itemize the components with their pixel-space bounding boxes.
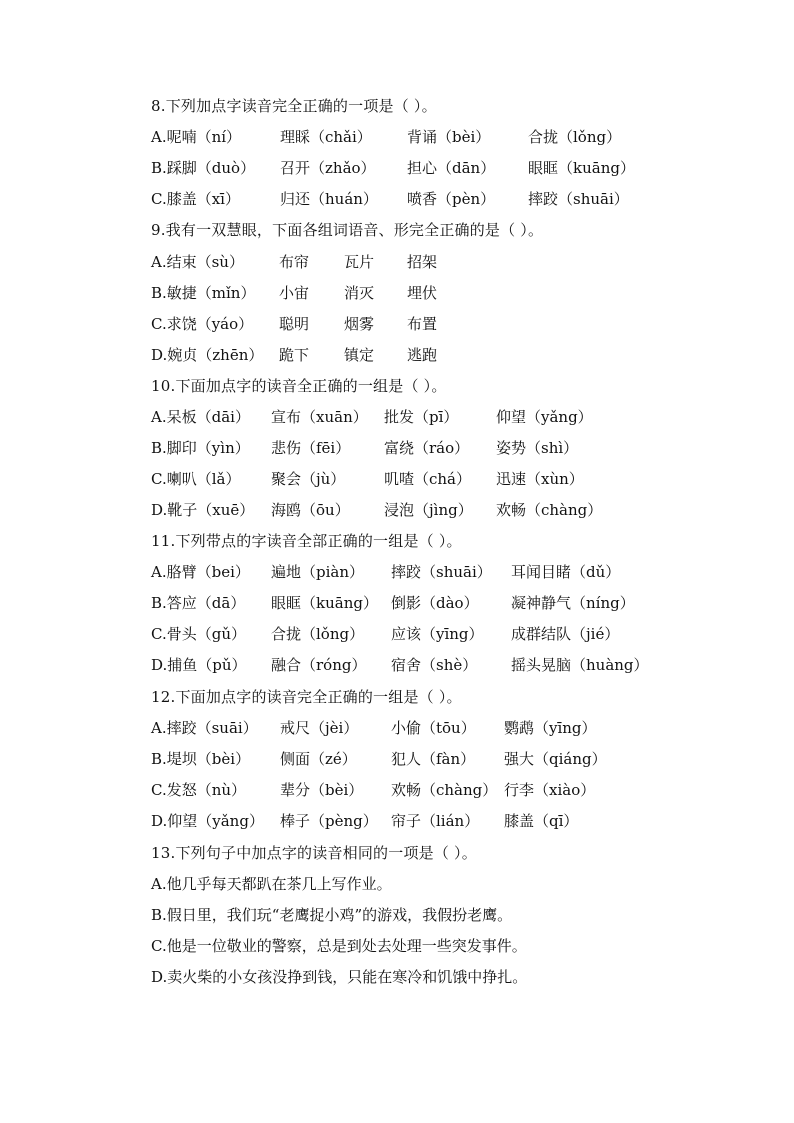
option-cell: A.呆板（dāi）	[151, 408, 250, 426]
option-cell: C.喇叭（lǎ）	[151, 470, 241, 488]
option-cell: 欢畅（chàng）	[496, 501, 603, 519]
question-11-stem: 11.下列带点的字读音全部正确的一组是（ ）。	[151, 532, 462, 550]
option-cell: B.踩脚（duò）	[151, 159, 256, 177]
option-cell: 小偷（tōu）	[391, 719, 476, 737]
option-cell: 布帘	[279, 253, 310, 271]
option-cell: A.呢喃（ní）	[151, 128, 242, 146]
option-cell: 批发（pī）	[384, 408, 459, 426]
option-cell: 烟雾	[344, 315, 375, 333]
option-cell: B.堤坝（bèi）	[151, 750, 251, 768]
option-cell: 眼眶（kuāng）	[528, 159, 635, 177]
option-cell: 瓦片	[344, 253, 375, 271]
option-cell: 姿势（shì）	[496, 439, 579, 457]
question-9-stem: 9.我有一双慧眼，下面各组词语音、形完全正确的是（ ）。	[151, 221, 544, 239]
option-cell: A.胳臂（bei）	[151, 563, 250, 581]
option-cell: A.摔跤（suāi）	[151, 719, 258, 737]
option-cell: 招架	[407, 253, 438, 271]
option-cell: 富绕（ráo）	[384, 439, 470, 457]
option-cell: 浸泡（jìng）	[384, 501, 473, 519]
option-cell: 理睬（chǎi）	[280, 128, 372, 146]
question-10-stem: 10.下面加点字的读音全正确的一组是（ ）。	[151, 377, 447, 395]
option-cell: 合拢（lǒng）	[271, 625, 365, 643]
option-cell: D.仰望（yǎng）	[151, 812, 264, 830]
option-cell: B.答应（dā）	[151, 594, 246, 612]
option-cell: C.发怒（nù）	[151, 781, 247, 799]
option-cell: 摔跤（shuāi）	[528, 190, 629, 208]
option-cell: 戒尺（jèi）	[280, 719, 359, 737]
option-cell: 倒影（dào）	[391, 594, 479, 612]
option-cell: C.膝盖（xī）	[151, 190, 240, 208]
option-cell: B.敏捷（mǐn）	[151, 284, 256, 302]
question-13-option-a: A.他几乎每天都趴在茶几上写作业。	[151, 875, 392, 893]
question-13-option-b: B.假日里，我们玩“老鹰捉小鸡”的游戏，我假扮老鹰。	[151, 906, 513, 924]
option-cell: 膝盖（qī）	[504, 812, 579, 830]
option-cell: D.婉贞（zhēn）	[151, 346, 264, 364]
option-cell: D.捕鱼（pǔ）	[151, 656, 247, 674]
option-cell: 帘子（lián）	[391, 812, 480, 830]
option-cell: 叽喳（chá）	[384, 470, 472, 488]
option-cell: 成群结队（jié）	[511, 625, 620, 643]
option-cell: 合拢（lǒng）	[528, 128, 622, 146]
option-cell: 迅速（xùn）	[496, 470, 584, 488]
option-cell: 犯人（fàn）	[391, 750, 476, 768]
option-cell: 宣布（xuān）	[271, 408, 368, 426]
option-cell: 宿舍（shè）	[391, 656, 478, 674]
option-cell: 遍地（piàn）	[271, 563, 365, 581]
option-cell: 仰望（yǎng）	[496, 408, 593, 426]
option-cell: 凝神静气（níng）	[511, 594, 635, 612]
question-13-stem: 13.下列句子中加点字的读音相同的一项是（ ）。	[151, 844, 477, 862]
option-cell: 摔跤（shuāi）	[391, 563, 492, 581]
option-cell: 消灭	[344, 284, 375, 302]
option-cell: 应该（yīng）	[391, 625, 484, 643]
option-cell: 强大（qiáng）	[504, 750, 607, 768]
option-cell: 聪明	[279, 315, 310, 333]
question-8-stem: 8.下列加点字读音完全正确的一项是（ ）。	[151, 97, 437, 115]
option-cell: C.求饶（yáo）	[151, 315, 254, 333]
option-cell: 召开（zhǎo）	[280, 159, 376, 177]
option-cell: 棒子（pèng）	[280, 812, 378, 830]
option-cell: A.结束（sù）	[151, 253, 244, 271]
option-cell: 背诵（bèi）	[407, 128, 491, 146]
option-cell: 跪下	[279, 346, 310, 364]
option-cell: 逃跑	[407, 346, 438, 364]
option-cell: 耳闻目睹（dǔ）	[511, 563, 621, 581]
option-cell: 行李（xiào）	[504, 781, 596, 799]
option-cell: 布置	[407, 315, 438, 333]
option-cell: 聚会（jù）	[271, 470, 346, 488]
question-13-option-c: C.他是一位敬业的警察，总是到处去处理一些突发事件。	[151, 937, 527, 955]
option-cell: 担心（dān）	[407, 159, 496, 177]
option-cell: 鹦鹉（yīng）	[504, 719, 597, 737]
option-cell: 喷香（pèn）	[407, 190, 496, 208]
option-cell: D.靴子（xuē）	[151, 501, 255, 519]
option-cell: 辈分（bèi）	[280, 781, 364, 799]
option-cell: B.脚印（yìn）	[151, 439, 250, 457]
option-cell: 小宙	[279, 284, 310, 302]
option-cell: 融合（róng）	[271, 656, 367, 674]
option-cell: 埋伏	[407, 284, 438, 302]
option-cell: 侧面（zé）	[280, 750, 357, 768]
option-cell: 悲伤（fēi）	[271, 439, 351, 457]
option-cell: 眼眶（kuāng）	[271, 594, 378, 612]
option-cell: C.骨头（gǔ）	[151, 625, 246, 643]
question-13-option-d: D.卖火柴的小女孩没挣到钱，只能在寒冷和饥饿中挣扎。	[151, 968, 528, 986]
question-12-stem: 12.下面加点字的读音完全正确的一组是（ ）。	[151, 688, 462, 706]
option-cell: 欢畅（chàng）	[391, 781, 498, 799]
option-cell: 海鸥（ōu）	[271, 501, 350, 519]
option-cell: 归还（huán）	[280, 190, 378, 208]
option-cell: 摇头晃脑（huàng）	[511, 656, 649, 674]
option-cell: 镇定	[344, 346, 375, 364]
